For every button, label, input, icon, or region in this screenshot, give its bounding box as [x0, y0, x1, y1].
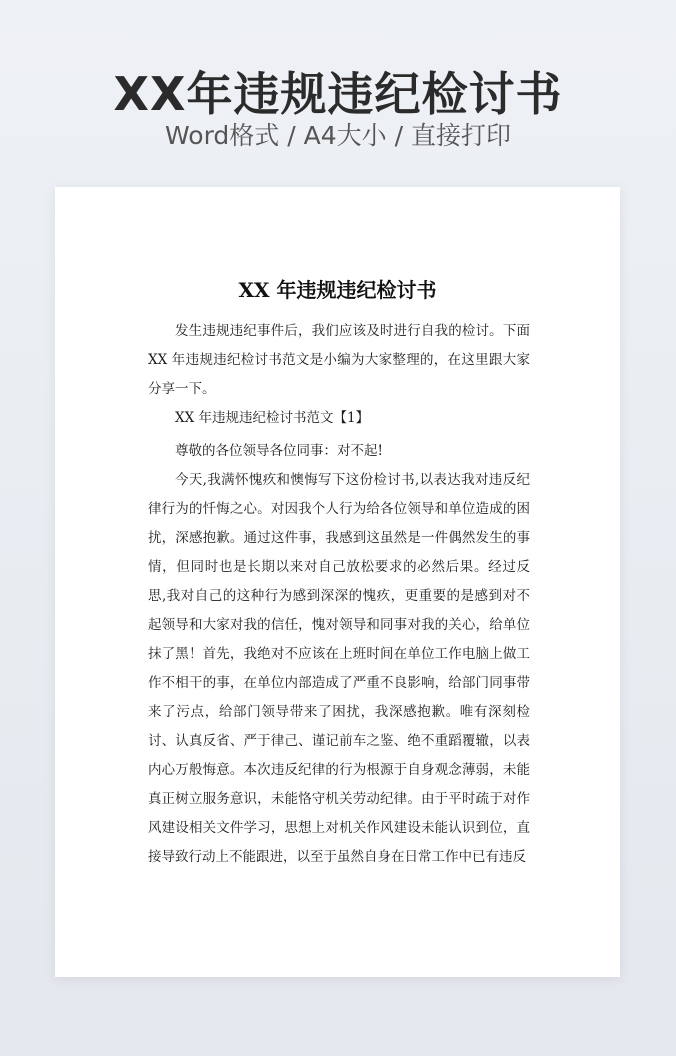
section-heading: XX 年违规违纪检讨书范文【1】 [175, 410, 370, 426]
document-body [148, 317, 530, 872]
document-page [55, 187, 620, 977]
intro-paragraph: 发生违规违纪事件后，我们应该及时进行自我的检讨。下面 XX 年违规违纪检讨书范文是小编为大家整理的，在这里跟大家分享一下。 [148, 323, 530, 397]
greeting-line: 尊敬的各位领导各位同事：对不起! [175, 443, 383, 459]
document-title: XX 年违规违纪检讨书 [238, 278, 437, 302]
body-paragraph: 今天,我满怀愧疚和懊悔写下这份检讨书,以表达我对违反纪律行为的忏悔之心。对因我个人行为给各位领导和单位造成的困扰，深感抱歉。通过这件事，我感到这虽然是一件偶然发生的事情，但同时也是长期以来对自己放松要求的必然后果。经过反思,我对自己的这种行为感到深深的愧疚，更重要的是感到对不起领导和大家对我的信任，愧对领导和同事对我的关心，给单位抹了黑！首先，我绝对不应该在上班时间在单位工作电脑上做工作不相干的事，在单位内部造成了严重不良影响，给部门同事带来了污点，给部门领导带来了困扰，我深感抱歉。唯有深刻检讨、认真反省、严于律己、谨记前车之鉴、绝不重蹈覆辙，以表内心万般悔意。本次违反纪律的行为根源于自身观念薄弱，未能真正树立服务意识，未能恪守机关劳动纪律。由于平时疏于对作风建设相关文件学习，思想上对机关作风建设未能认识到位，直接导致行动上不能跟进，以至于虽然自身在日常工作中已有违反 [148, 472, 530, 865]
banner-subtitle: Word格式 / A4大小 / 直接打印 [165, 121, 511, 150]
banner-title: XX年违规违纪检讨书 [113, 67, 563, 121]
